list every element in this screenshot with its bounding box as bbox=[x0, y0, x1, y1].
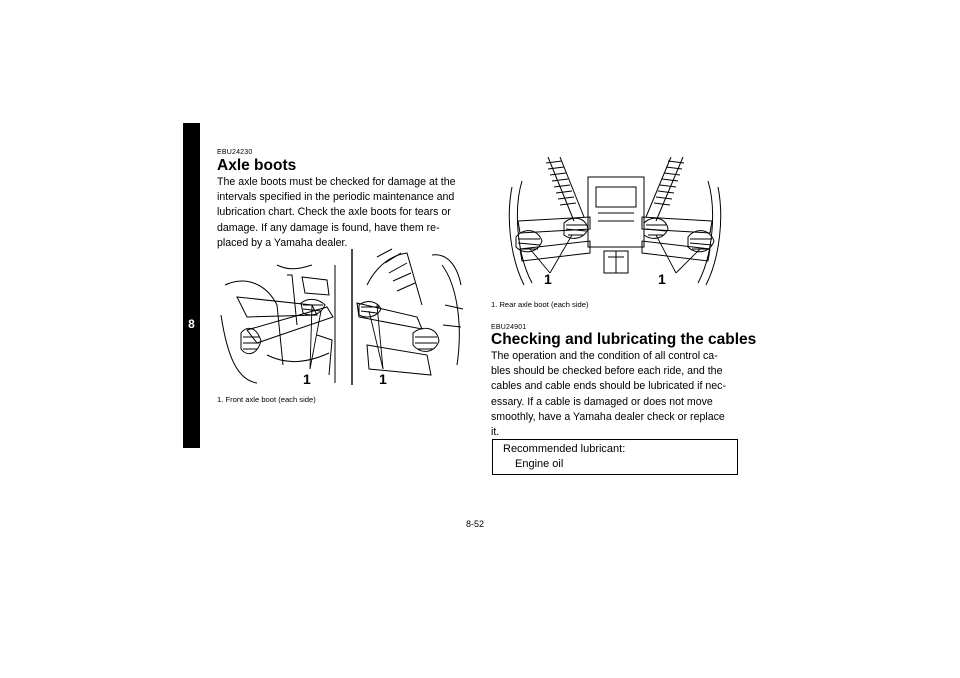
paragraph-line: lubrication chart. Check the axle boots for tears or bbox=[217, 206, 451, 219]
paragraph-line: placed by a Yamaha dealer. bbox=[217, 236, 348, 249]
callout-number: 1 bbox=[544, 271, 552, 287]
heading-axle-boots: Axle boots bbox=[217, 157, 297, 174]
callout-number: 1 bbox=[379, 371, 387, 387]
paragraph-line: intervals specified in the periodic maintenance and bbox=[217, 191, 455, 204]
paragraph-line: it. bbox=[491, 426, 500, 439]
lubricant-value: Engine oil bbox=[515, 458, 564, 470]
figure-caption-front: 1. Front axle boot (each side) bbox=[217, 395, 316, 404]
paragraph-line: damage. If any damage is found, have them re- bbox=[217, 221, 440, 234]
callout-number: 1 bbox=[658, 271, 666, 287]
paragraph-line: bles should be checked before each ride, and the bbox=[491, 365, 723, 378]
callout-number: 1 bbox=[303, 371, 311, 387]
paragraph-line: smoothly, have a Yamaha dealer check or replace bbox=[491, 410, 725, 423]
section-tab bbox=[183, 123, 200, 448]
axle-boots-paragraph bbox=[217, 175, 465, 251]
page-number: 8-52 bbox=[466, 519, 485, 529]
section-code-cables: EBU24901 bbox=[491, 324, 527, 331]
paragraph-line: The axle boots must be checked for damage at the bbox=[217, 176, 456, 188]
rear-axle-boot-illustration bbox=[508, 157, 723, 289]
paragraph-line: essary. If a cable is damaged or does not move bbox=[491, 395, 713, 408]
heading-cables: Checking and lubricating the cables bbox=[491, 331, 757, 348]
cables-paragraph bbox=[491, 349, 739, 440]
front-axle-boot-illustration bbox=[217, 245, 467, 387]
paragraph-line: The operation and the condition of all control ca- bbox=[491, 350, 718, 362]
section-tab-label: 8 bbox=[188, 317, 195, 331]
figure-caption-rear: 1. Rear axle boot (each side) bbox=[491, 300, 589, 309]
lubricant-label: Recommended lubricant: bbox=[503, 443, 626, 455]
paragraph-line: cables and cable ends should be lubricated if nec- bbox=[491, 380, 726, 393]
section-code-axle-boots: EBU24230 bbox=[217, 149, 253, 156]
